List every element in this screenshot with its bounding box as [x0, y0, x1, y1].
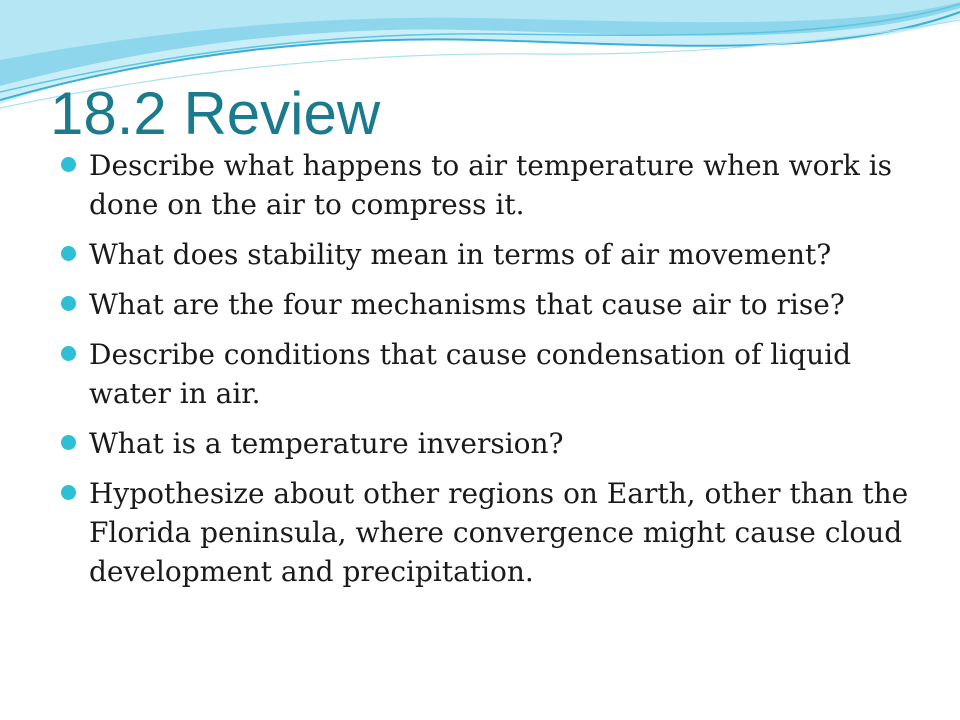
slide-title: 18.2 Review — [50, 80, 381, 147]
bullet-text: Hypothesize about other regions on Earth, other than the Florida peninsula, where convergence might cause cloud development and precipitation. — [89, 477, 909, 588]
bullet-text: What are the four mechanisms that cause air to rise? — [89, 288, 845, 321]
bullet-text: What is a temperature inversion? — [89, 427, 564, 460]
bullet-text: Describe what happens to air temperature when work is done on the air to compress it. — [89, 149, 893, 221]
bullet-dot-icon — [61, 246, 76, 261]
bullet-item — [61, 335, 941, 413]
bullet-text: Describe conditions that cause condensation of liquid water in air. — [89, 338, 852, 410]
bullet-item — [61, 285, 941, 324]
bullet-dot-icon — [61, 485, 76, 500]
bullet-dot-icon — [61, 157, 76, 172]
bullet-dot-icon — [61, 296, 76, 311]
bullet-list — [61, 146, 941, 602]
bullet-item — [61, 146, 941, 224]
bullet-dot-icon — [61, 435, 76, 450]
bullet-text: What does stability mean in terms of air movement? — [89, 238, 832, 271]
bullet-dot-icon — [61, 346, 76, 361]
bullet-item — [61, 474, 941, 591]
bullet-item — [61, 424, 941, 463]
bullet-item — [61, 235, 941, 274]
